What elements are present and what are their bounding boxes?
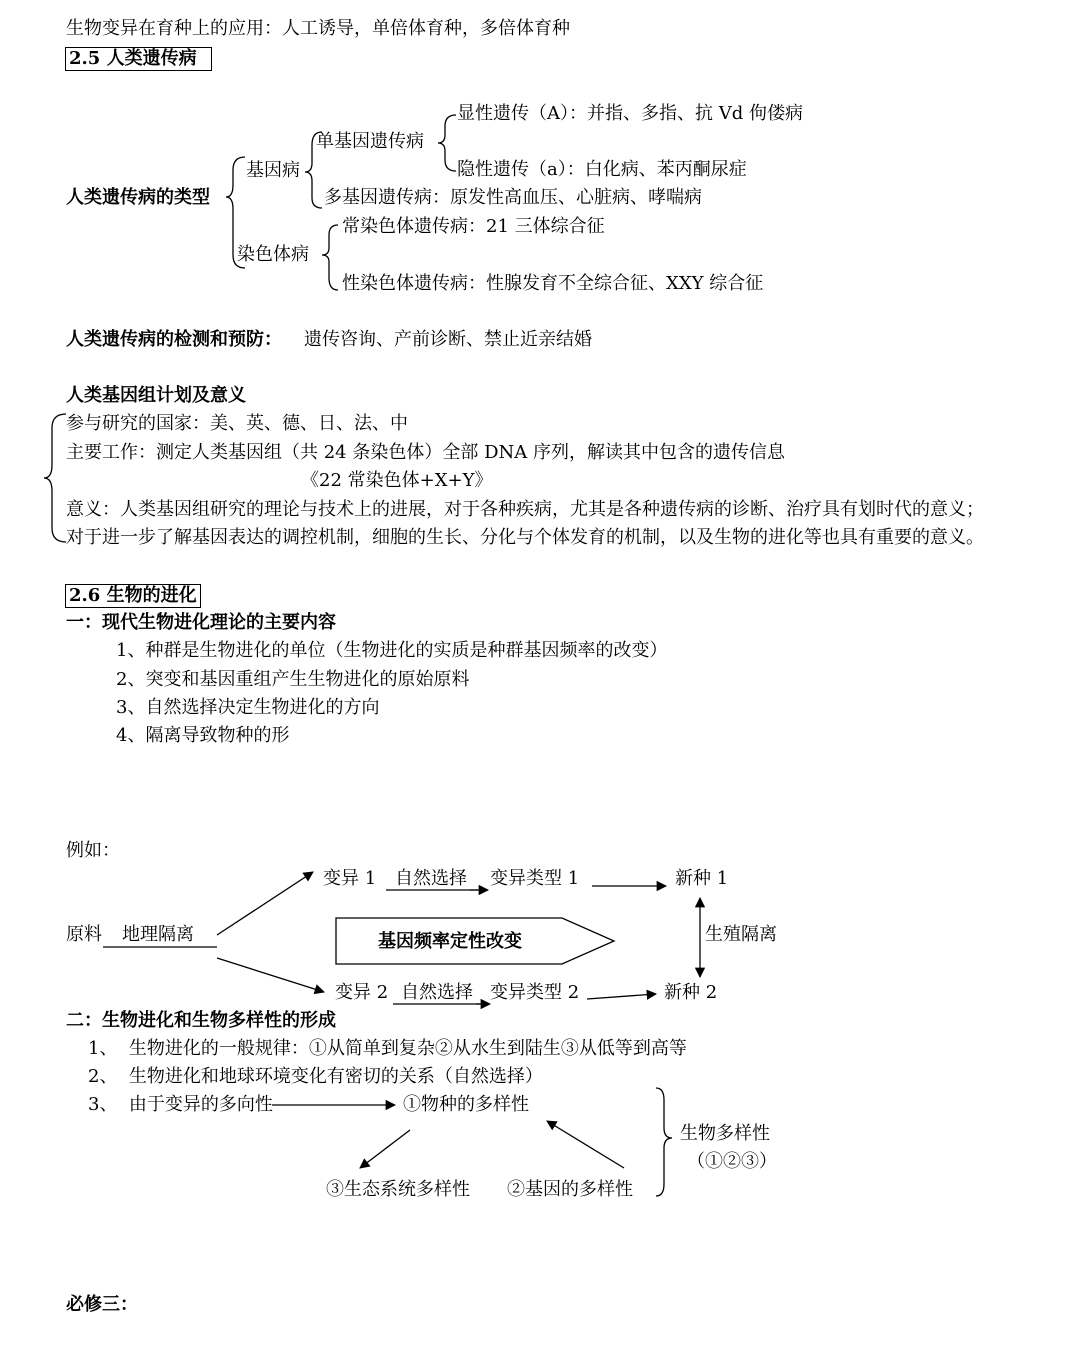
biodiversity-item: 1、 生物进化的一般规律：①从简单到复杂②从水生到陆生③从低等到高等 (88, 1038, 687, 1059)
genetic-diversity-label: ②基因的多样性 (507, 1179, 633, 1200)
reproductive-isolation-label: 生殖隔离 (705, 924, 777, 945)
brace-single-gene (438, 115, 456, 171)
dominant-inheritance-text: 显性遗传（A）：并指、多指、抗 Vd 佝偻病 (457, 103, 803, 124)
example-label: 例如： (66, 840, 120, 861)
natural-selection-1-label: 自然选择 (395, 868, 467, 889)
biodiversity-item: 3、 由于变异的多向性 (88, 1094, 273, 1115)
biodiversity-sub-label: （①②③） (687, 1151, 777, 1172)
variation-1-label: 变异 1 (323, 868, 377, 889)
geographic-isolation-label: 地理隔离 (122, 924, 194, 945)
multi-gene-disease-text: 多基因遗传病：原发性高血压、心脏病、哮喘病 (324, 187, 702, 208)
gene-disease-label: 基因病 (246, 160, 300, 181)
autosomal-disease-text: 常染色体遗传病：21 三体综合征 (342, 216, 605, 237)
variation-2-label: 变异 2 (335, 982, 389, 1003)
variation-type-1-label: 变异类型 1 (490, 868, 580, 889)
genome-meaning-line-1: 意义：人类基因组研究的理论与技术上的进展，对于各种疾病，尤其是各种遗传病的诊断、治疗具有划时代的意义； (66, 499, 984, 520)
genome-main-work-text: 主要工作：测定人类基因组（共 24 条染色体）全部 DNA 序列，解读其中包含的遗传信息 (66, 442, 785, 463)
evolution-theory-item: 4、隔离导致物种的形 (116, 725, 290, 746)
ecosystem-diversity-label: ③生态系统多样性 (326, 1179, 470, 1200)
natural-selection-2-label: 自然选择 (401, 982, 473, 1003)
biodiversity-formation-title: 二：生物进化和生物多样性的形成 (66, 1010, 336, 1031)
detection-prevention-label: 人类遗传病的检测和预防： (66, 329, 282, 350)
genome-countries-text: 参与研究的国家：美、英、德、日、法、中 (66, 413, 408, 434)
disease-types-label: 人类遗传病的类型 (66, 187, 210, 208)
breeding-intro-text: 生物变异在育种上的应用：人工诱导，单倍体育种，多倍体育种 (66, 18, 570, 39)
evolution-theory-item: 1、种群是生物进化的单位（生物进化的实质是种群基因频率的改变） (116, 640, 668, 661)
compulsory-three-label: 必修三： (66, 1294, 138, 1315)
variation-type-2-label: 变异类型 2 (490, 982, 580, 1003)
evolution-theory-title: 一：现代生物进化理论的主要内容 (66, 612, 336, 633)
arrow-to-var1 (217, 872, 313, 935)
brace-biodiversity (656, 1088, 672, 1196)
arrow-to-var2 (217, 958, 324, 992)
evolution-theory-item: 3、自然选择决定生物进化的方向 (116, 697, 380, 718)
arrow-div1-div3 (360, 1130, 410, 1168)
sex-chromosome-disease-text: 性染色体遗传病：性腺发育不全综合征、XXY 综合征 (342, 273, 764, 294)
detection-prevention-text: 遗传咨询、产前诊断、禁止近亲结婚 (304, 329, 592, 350)
brace-chromosome (322, 225, 338, 290)
section-heading-2-5: 2.5 人类遗传病 (65, 47, 212, 71)
chromosome-disease-label: 染色体病 (237, 244, 309, 265)
biodiversity-label: 生物多样性 (680, 1123, 770, 1144)
chromosome-note-text: 《22 常染色体+X+Y》 (301, 470, 493, 491)
genome-meaning-line-2: 对于进一步了解基因表达的调控机制，细胞的生长、分化与个体发育的机制，以及生物的进化等也具有重要的意义。 (66, 527, 984, 548)
recessive-inheritance-text: 隐性遗传（a）：白化病、苯丙酮尿症 (457, 159, 747, 180)
new-species-2-label: 新种 2 (664, 982, 718, 1003)
arrow-type2-new2 (587, 994, 656, 999)
raw-material-label: 原料 (66, 924, 102, 945)
species-diversity-label: ①物种的多样性 (403, 1094, 529, 1115)
single-gene-disease-label: 单基因遗传病 (316, 131, 424, 152)
section-heading-2-6: 2.6 生物的进化 (65, 584, 201, 608)
new-species-1-label: 新种 1 (675, 868, 729, 889)
gene-frequency-change-label: 基因频率定性改变 (378, 931, 522, 952)
arrow-div2-div1 (547, 1121, 624, 1168)
evolution-theory-item: 2、突变和基因重组产生生物进化的原始原料 (116, 669, 470, 690)
biodiversity-item: 2、 生物进化和地球环境变化有密切的关系（自然选择） (88, 1066, 543, 1087)
brace-genome (44, 414, 66, 542)
genome-project-heading: 人类基因组计划及意义 (66, 385, 246, 406)
